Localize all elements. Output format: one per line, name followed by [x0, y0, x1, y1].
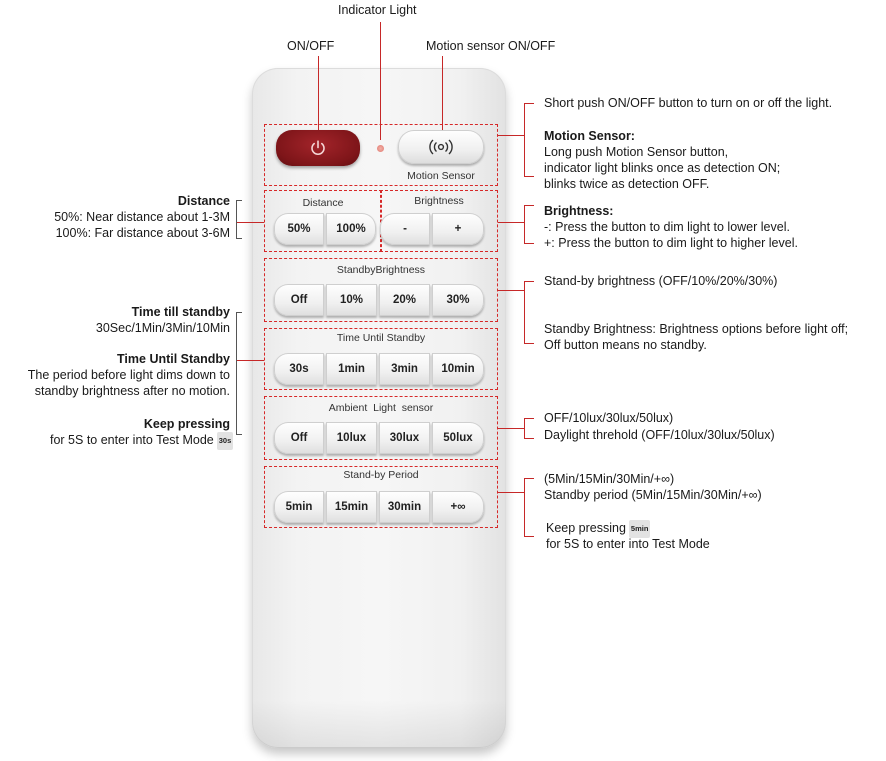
time-bracket-v [236, 312, 237, 434]
ambient-off-button[interactable]: Off [274, 422, 324, 454]
distance-note-title: Distance [177, 194, 230, 208]
time-leader [237, 360, 264, 361]
power-note-leader-v [524, 103, 525, 176]
distance-bracket-v [236, 200, 237, 238]
power-note-leader-bottom [524, 176, 534, 177]
keep-pressing-line [50, 432, 233, 450]
standby-period-caption: Stand-by Period [343, 469, 419, 481]
period-leader-top [524, 478, 534, 479]
standby-brightness-leader-bottom [524, 343, 534, 344]
ambient-light-caption: Ambient Light sensor [328, 402, 434, 414]
standby-brightness-leader-h [498, 290, 524, 291]
standby-brightness-desc-line: Off button means no standby. [544, 338, 707, 352]
ambient-leader-bottom [524, 438, 534, 439]
motion-sensor-icon [427, 139, 455, 155]
standby-time-1min-button[interactable]: 1min [326, 353, 377, 385]
standby-brightness-30-button[interactable]: 30% [432, 284, 484, 316]
time-till-standby-values: 30Sec/1Min/3Min/10Min [95, 321, 230, 335]
standby-brightness-20-button[interactable]: 20% [379, 284, 430, 316]
on-off-label: ON/OFF [287, 39, 335, 53]
standby-brightness-10-button[interactable]: 10% [326, 284, 377, 316]
motion-sensor-button[interactable] [398, 130, 484, 164]
brightness-note-title: Brightness: [544, 204, 614, 218]
standby-brightness-off-button[interactable]: Off [274, 284, 324, 316]
brightness-minus-button[interactable]: - [380, 213, 430, 245]
distance-note-line: 50%: Near distance about 1-3M [54, 210, 230, 224]
time-bracket-top [236, 312, 242, 313]
distance-bracket-top [236, 200, 242, 201]
power-note: Short push ON/OFF button to turn on or off the light. [544, 96, 833, 110]
motion-note-line: indicator light blinks once as detection ON; [544, 161, 781, 175]
remote-bottom-shade [252, 700, 506, 748]
period-30min-button[interactable]: 30min [379, 491, 430, 523]
power-note-leader-top [524, 103, 534, 104]
indicator-light-leader [380, 22, 381, 140]
keep-pressing-text: for 5S to enter into Test Mode [50, 433, 214, 447]
test-mode-suffix: for 5S to enter into Test Mode [546, 537, 710, 551]
brightness-note-leader-h [498, 222, 524, 223]
indicator-light-label: Indicator Light [338, 3, 417, 17]
power-note-leader-h [498, 135, 524, 136]
period-note-line: (5Min/15Min/30Min/+∞) [544, 472, 675, 486]
standby-time-30s-button[interactable]: 30s [274, 353, 324, 385]
indicator-led [377, 145, 384, 152]
standby-time-10min-button[interactable]: 10min [432, 353, 484, 385]
motion-note-line: blinks twice as detection OFF. [544, 177, 710, 191]
motion-note-line: Long push Motion Sensor button, [544, 145, 729, 159]
keep-pressing-title: Keep pressing [143, 417, 230, 431]
period-note-line: Standby period (5Min/15Min/30Min/+∞) [544, 488, 762, 502]
time-until-standby-title: Time Until Standby [117, 352, 230, 366]
ambient-note-line: OFF/10lux/30lux/50lux) [544, 411, 674, 425]
ambient-50lux-button[interactable]: 50lux [432, 422, 484, 454]
motion-sensor-on-off-label: Motion sensor ON/OFF [426, 39, 556, 53]
time-bracket-bottom [236, 434, 242, 435]
distance-50-button[interactable]: 50% [274, 213, 324, 245]
brightness-note-leader-top [524, 205, 534, 206]
standby-brightness-desc-line: Standby Brightness: Brightness options before light off; [544, 322, 849, 336]
power-icon [309, 139, 327, 157]
period-5min-button[interactable]: 5min [274, 491, 324, 523]
motion-note-title: Motion Sensor: [544, 129, 635, 143]
power-button[interactable] [276, 130, 360, 166]
standby-brightness-caption: StandbyBrightness [336, 264, 426, 276]
brightness-note-line: -: Press the button to dim light to lower level. [544, 220, 790, 234]
ambient-10lux-button[interactable]: 10lux [326, 422, 377, 454]
test-mode-prefix: Keep pressing [546, 521, 626, 535]
standby-time-3min-button[interactable]: 3min [379, 353, 430, 385]
period-leader-h [498, 492, 524, 493]
distance-caption: Distance [302, 197, 344, 209]
period-leader-v [524, 478, 525, 536]
time-until-standby-line: standby brightness after no motion. [34, 384, 230, 398]
time-until-standby-caption: Time Until Standby [336, 332, 426, 344]
brightness-note-line: +: Press the button to dim light to higher level. [544, 236, 798, 250]
brightness-plus-button[interactable]: + [432, 213, 484, 245]
time-until-standby-line: The period before light dims down to [27, 368, 230, 382]
brightness-caption: Brightness [414, 195, 464, 207]
motion-sensor-caption: Motion Sensor [407, 170, 475, 182]
distance-100-button[interactable]: 100% [326, 213, 376, 245]
ambient-leader-h [498, 428, 524, 429]
period-infinite-button[interactable]: +∞ [432, 491, 484, 523]
period-leader-bottom [524, 536, 534, 537]
ambient-note-line: Daylight threhold (OFF/10lux/30lux/50lux) [544, 428, 775, 442]
standby-brightness-leader-v [524, 281, 525, 343]
ambient-leader-v [524, 418, 525, 438]
distance-note-line: 100%: Far distance about 3-6M [55, 226, 230, 240]
time-till-standby-title: Time till standby [131, 305, 230, 319]
brightness-note-leader-bottom [524, 243, 534, 244]
ambient-leader-top [524, 418, 534, 419]
distance-leader [237, 222, 264, 223]
keep-pressing-30s-badge: 30s [217, 432, 234, 450]
test-mode-5min-badge: 5min [629, 520, 651, 538]
standby-brightness-note: Stand-by brightness (OFF/10%/20%/30%) [544, 274, 778, 288]
brightness-note-leader-v [524, 205, 525, 243]
ambient-30lux-button[interactable]: 30lux [379, 422, 430, 454]
standby-brightness-leader-top [524, 281, 534, 282]
distance-bracket-bottom [236, 238, 242, 239]
period-15min-button[interactable]: 15min [326, 491, 377, 523]
